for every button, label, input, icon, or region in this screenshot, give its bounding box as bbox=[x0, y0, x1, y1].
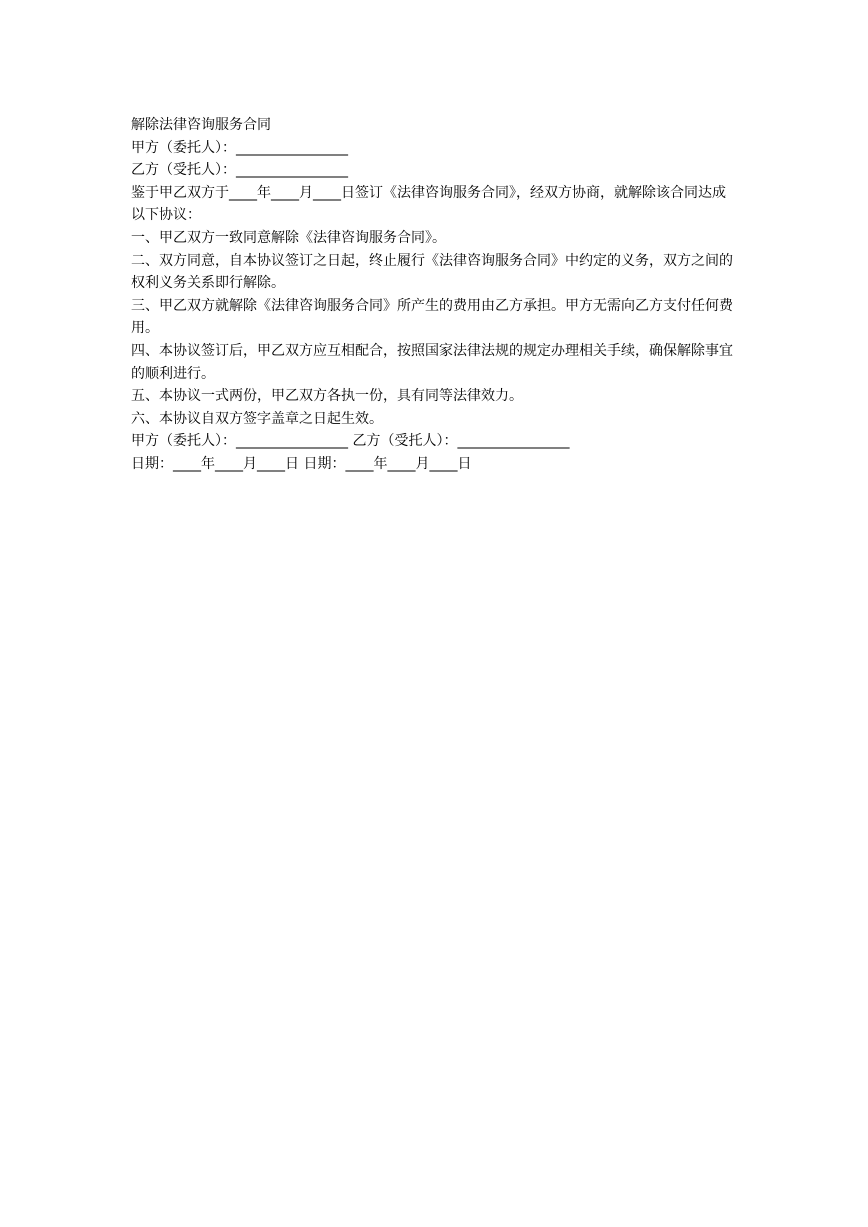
party-b-line: 乙方（受托人）：________________ bbox=[131, 162, 348, 179]
clause-4: 四、本协议签订后，甲乙双方应互相配合，按照国家法律法规的规定办理相关手续，确保解除事宜的顺利进行。 bbox=[131, 342, 733, 382]
preamble-paragraph: 鉴于甲乙双方于____年____月____日签订《法律咨询服务合同》，经双方协商，就解除该合同达成以下协议： bbox=[131, 184, 726, 224]
party-a-line: 甲方（委托人）：________________ bbox=[131, 139, 348, 156]
clause-5: 五、本协议一式两份，甲乙双方各执一份，具有同等法律效力。 bbox=[131, 388, 523, 405]
document-title: 解除法律咨询服务合同 bbox=[131, 117, 271, 133]
clause-2: 二、双方同意，自本协议签订之日起，终止履行《法律咨询服务合同》中约定的义务，双方之间的权利义务关系即行解除。 bbox=[131, 252, 733, 292]
document-body bbox=[131, 114, 738, 476]
clause-6: 六、本协议自双方签字盖章之日起生效。 bbox=[131, 410, 383, 427]
date-line: 日期：____年____月____日 日期：____年____月____日 bbox=[131, 455, 472, 472]
clause-1: 一、甲乙双方一致同意解除《法律咨询服务合同》。 bbox=[131, 229, 446, 246]
clause-3: 三、甲乙双方就解除《法律咨询服务合同》所产生的费用由乙方承担。甲方无需向乙方支付任何费用。 bbox=[131, 297, 733, 337]
signature-line: 甲方（委托人）：________________ 乙方（受托人）：________________ bbox=[131, 433, 570, 450]
